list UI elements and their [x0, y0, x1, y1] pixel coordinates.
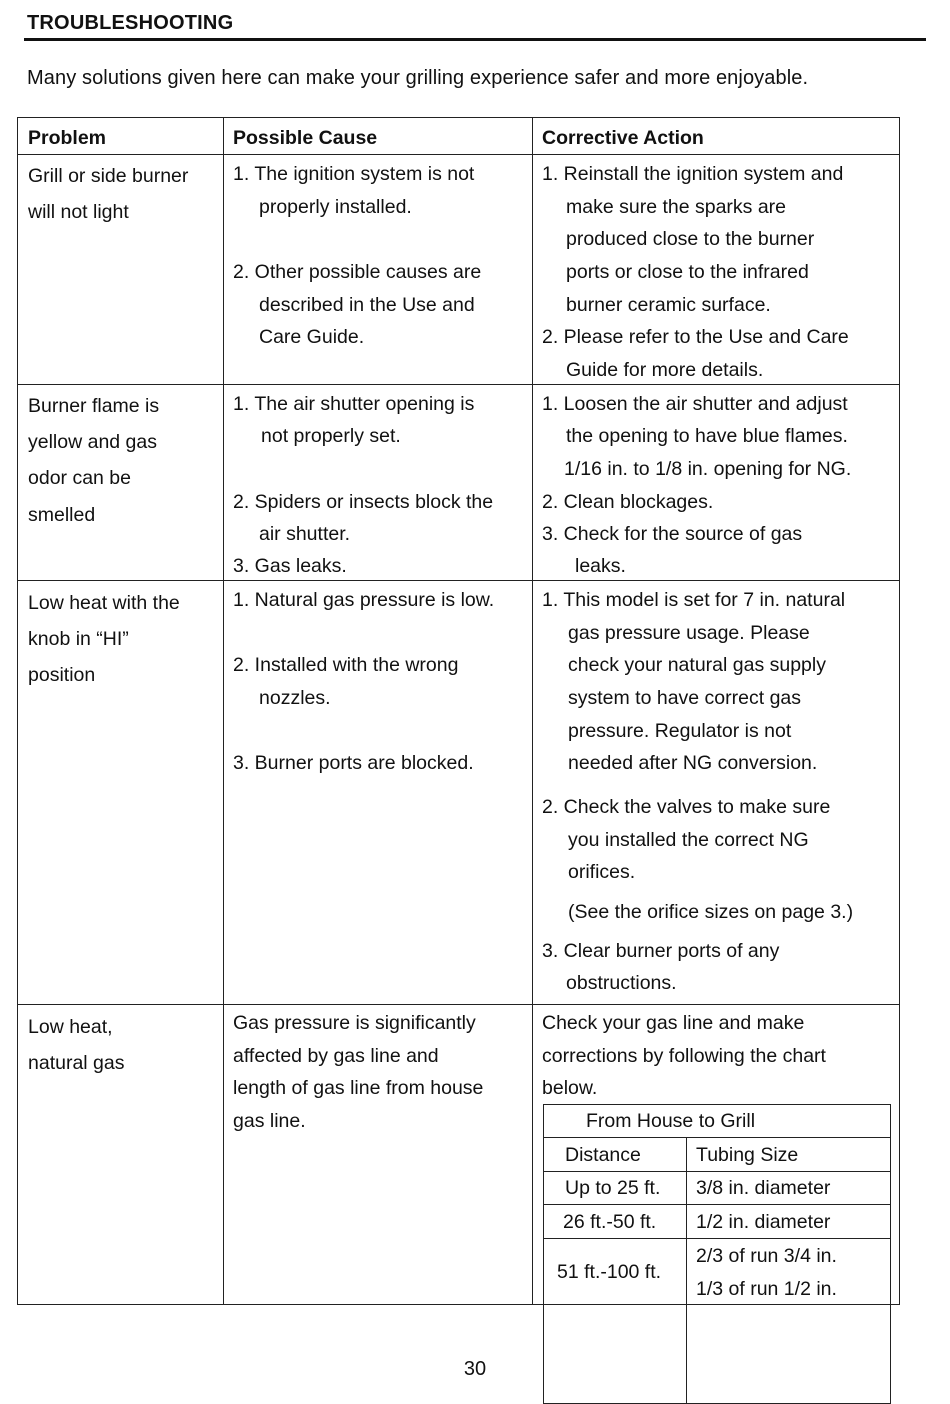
- chart-header-tubing-size: Tubing Size: [696, 1144, 799, 1166]
- row-divider: [18, 580, 899, 581]
- action-line: leaks.: [575, 555, 626, 577]
- action-line: needed after NG conversion.: [568, 752, 818, 774]
- problem-line: Grill or side burner: [28, 165, 189, 187]
- cause-line: 1. Natural gas pressure is low.: [233, 589, 495, 611]
- intro-text: Many solutions given here can make your grilling experience safer and more enjoyable.: [27, 67, 809, 89]
- column-divider: [223, 118, 224, 1304]
- cause-line: gas line.: [233, 1110, 306, 1132]
- cause-line: described in the Use and: [259, 294, 475, 316]
- problem-line: natural gas: [28, 1052, 125, 1074]
- troubleshooting-table: [17, 117, 900, 1305]
- cause-line: properly installed.: [259, 196, 412, 218]
- header-problem: Problem: [28, 127, 107, 149]
- cause-line: affected by gas line and: [233, 1045, 439, 1067]
- row-divider: [18, 154, 899, 155]
- problem-line: yellow and gas: [28, 431, 157, 453]
- action-line: (See the orifice sizes on page 3.): [568, 901, 854, 923]
- title-rule: [24, 38, 926, 41]
- chart-distance: 51 ft.-100 ft.: [557, 1261, 662, 1283]
- action-line: Guide for more details.: [566, 359, 764, 381]
- chart-distance: 26 ft.-50 ft.: [563, 1211, 657, 1233]
- problem-line: position: [28, 664, 96, 686]
- action-line: 1. This model is set for 7 in. natural: [542, 589, 846, 611]
- action-line: the opening to have blue flames.: [566, 425, 848, 447]
- action-line: 3. Check for the source of gas: [542, 523, 803, 545]
- action-line: corrections by following the chart: [542, 1045, 826, 1067]
- action-line: obstructions.: [566, 972, 677, 994]
- problem-line: will not light: [28, 201, 129, 223]
- action-line: burner ceramic surface.: [566, 294, 771, 316]
- cause-line: air shutter.: [259, 523, 351, 545]
- action-line: ports or close to the infrared: [566, 261, 809, 283]
- problem-line: knob in “HI”: [28, 628, 129, 650]
- action-line: you installed the correct NG: [568, 829, 809, 851]
- chart-tubing-size: 3/8 in. diameter: [696, 1177, 831, 1199]
- action-line: 3. Clear burner ports of any: [542, 940, 780, 962]
- action-line: check your natural gas supply: [568, 654, 826, 676]
- header-corrective-action: Corrective Action: [542, 127, 704, 149]
- action-line: 1. Reinstall the ignition system and: [542, 163, 844, 185]
- cause-line: 2. Spiders or insects block the: [233, 491, 494, 513]
- action-line: pressure. Regulator is not: [568, 720, 792, 742]
- column-divider: [532, 118, 533, 1304]
- action-line: 2. Check the valves to make sure: [542, 796, 831, 818]
- cause-line: not properly set.: [261, 425, 401, 447]
- chart-distance: Up to 25 ft.: [565, 1177, 661, 1199]
- cause-line: Gas pressure is significantly: [233, 1012, 476, 1034]
- action-line: 1/16 in. to 1/8 in. opening for NG.: [564, 458, 852, 480]
- row-divider: [18, 1004, 899, 1005]
- chart-tubing-size: 1/3 of run 1/2 in.: [696, 1278, 837, 1300]
- chart-title: From House to Grill: [586, 1110, 756, 1132]
- cause-line: 1. The air shutter opening is: [233, 393, 475, 415]
- page-number: 30: [463, 1358, 487, 1380]
- action-line: gas pressure usage. Please: [568, 622, 810, 644]
- action-line: 2. Please refer to the Use and Care: [542, 326, 849, 348]
- action-line: below.: [542, 1077, 598, 1099]
- page-title: TROUBLESHOOTING: [27, 12, 234, 34]
- cause-line: 3. Burner ports are blocked.: [233, 752, 474, 774]
- cause-line: Care Guide.: [259, 326, 365, 348]
- action-line: produced close to the burner: [566, 228, 815, 250]
- row-divider: [18, 384, 899, 385]
- cause-line: 3. Gas leaks.: [233, 555, 347, 577]
- problem-line: Low heat,: [28, 1016, 113, 1038]
- action-line: make sure the sparks are: [566, 196, 787, 218]
- action-line: Check your gas line and make: [542, 1012, 805, 1034]
- problem-line: odor can be: [28, 467, 131, 489]
- action-line: 1. Loosen the air shutter and adjust: [542, 393, 848, 415]
- cause-line: 1. The ignition system is not: [233, 163, 475, 185]
- action-line: orifices.: [568, 861, 636, 883]
- cause-line: length of gas line from house: [233, 1077, 484, 1099]
- action-line: 2. Clean blockages.: [542, 491, 714, 513]
- cause-line: 2. Installed with the wrong: [233, 654, 459, 676]
- header-possible-cause: Possible Cause: [233, 127, 378, 149]
- cause-line: nozzles.: [259, 687, 331, 709]
- problem-line: Low heat with the: [28, 592, 180, 614]
- action-line: system to have correct gas: [568, 687, 802, 709]
- problem-line: smelled: [28, 504, 96, 526]
- chart-header-distance: Distance: [565, 1144, 641, 1166]
- problem-line: Burner flame is: [28, 395, 160, 417]
- chart-tubing-size: 1/2 in. diameter: [696, 1211, 831, 1233]
- cause-line: 2. Other possible causes are: [233, 261, 482, 283]
- chart-tubing-size: 2/3 of run 3/4 in.: [696, 1245, 837, 1267]
